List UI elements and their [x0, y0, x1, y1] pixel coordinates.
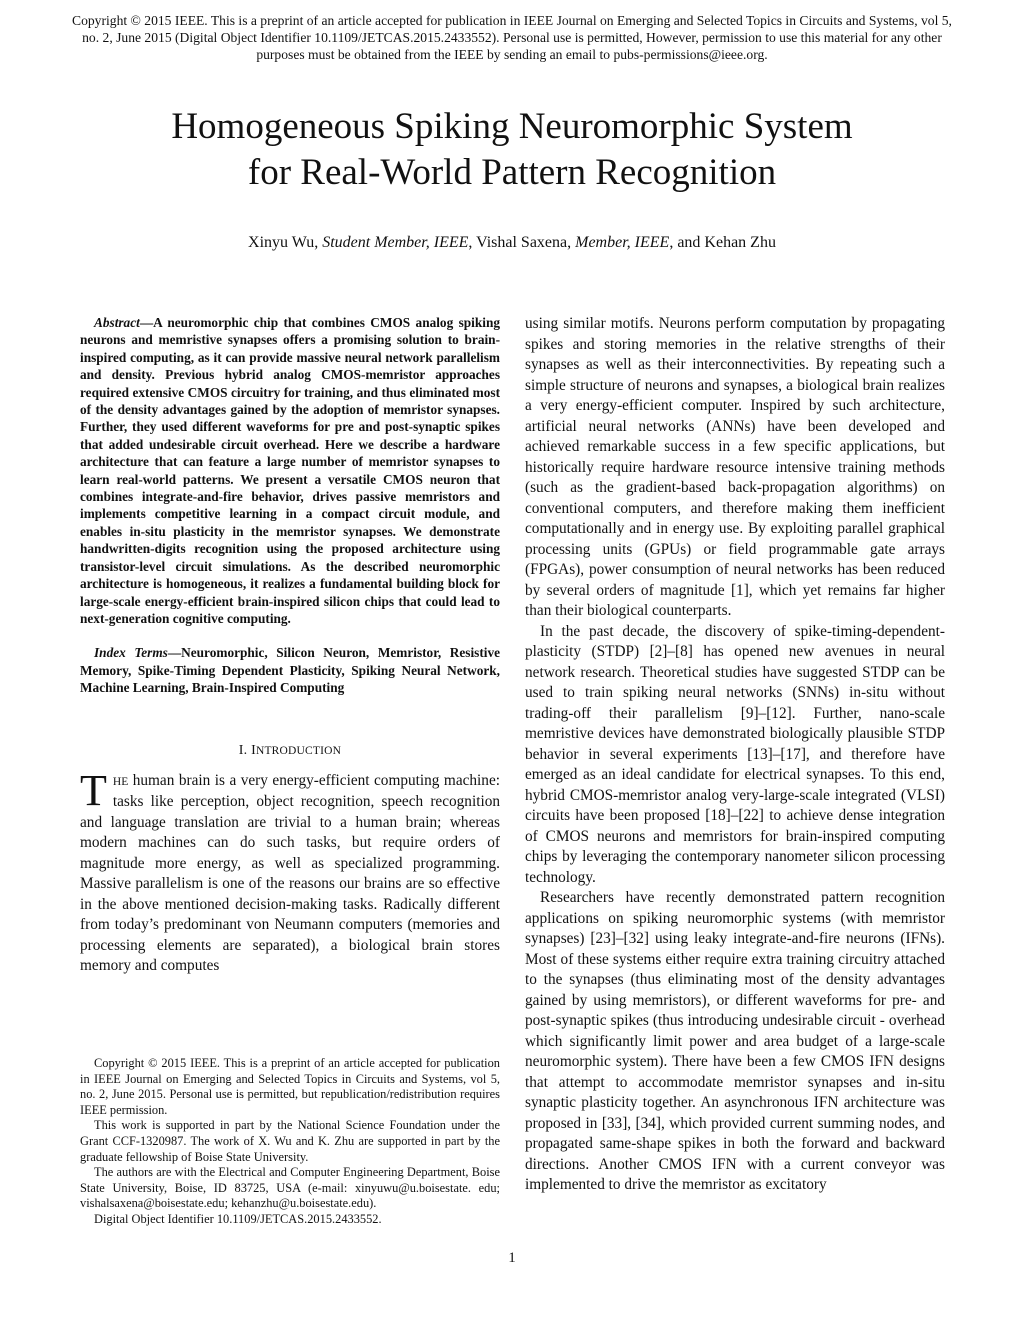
left-column — [80, 314, 500, 977]
paper-title — [60, 104, 964, 196]
footnotes — [80, 1056, 500, 1228]
abstract-label: Abstract — [94, 315, 140, 330]
dropcap-letter: T — [80, 765, 107, 815]
intro-paragraph-1-text: human brain is a very energy-efficient computing machine: tasks like perception, object recognition, speech recognition and language translation are trivial to a human brain; whereas modern machines can do such tasks, but require orders of magnitude more energy, as well as specialized programming. Massive parallelism is one of the reasons our brains are so effective in the above mentioned decision-making tasks. Radically different from today’s predominant von Neumann computers (memories and processing elements are separated), a biological brain stores memory and computes — [80, 771, 500, 975]
section-number: I. — [238, 742, 248, 758]
right-column — [525, 314, 945, 1196]
author-1: Xinyu Wu, — [248, 234, 323, 251]
intro-paragraph-4: Researchers have recently demonstrated pattern recognition applications on spiking neuromorphic systems (with memristor synapses) [23]–[32] using leaky integrate-and-fire neurons (IFNs). Most of these systems either require extra training circuitry attached to the synapses (thus eliminating most of the density advantages gained by using memristors), or different waveforms for pre- and post-synaptic spikes (thus introducing undesirable circuit - overhead which significantly limit power and area budget of a large-scale neuromorphic system). There have been a few CMOS IFN designs that attempt to accommodate memristor synapses and in-situ synaptic plasticity together. An asynchronous IFN architecture was proposed in [33], [34], which provided current summing nodes, and propagated same-shape spikes in both the forward and backward directions. Another CMOS IFN with a current conveyor was implemented to drive the memristor as excitatory — [525, 889, 945, 1193]
copyright-notice-header: Copyright © 2015 IEEE. This is a preprint of an article accepted for publication in IEEE Journal on Emerging and Selected Topics in Circuits and Systems, vol 5, no. 2, June 2015 (Digital Object Identifier 10.1109/JETCAS.2015.2433552). Personal use is permitted, However, permission to use this material for any other purposes must be obtained from the IEEE by sending an email to pubs-permissions@ieee.org. — [72, 13, 952, 62]
page-number: 1 — [508, 1250, 516, 1266]
intro-paragraph-1 — [80, 765, 500, 977]
section-heading-introduction — [80, 743, 500, 759]
author-separator-2: , and Kehan Zhu — [669, 234, 776, 251]
section-title-rest: NTRODUCTION — [255, 744, 342, 757]
author-separator-1: , Vishal Saxena, — [468, 234, 576, 251]
section-title-initial: I — [251, 742, 256, 758]
intro-paragraph-3: In the past decade, the discovery of spike-timing-dependent-plasticity (STDP) [2]–[8] has opened new avenues in neural network research. Theoretical studies have suggested STDP can be used to train spiking neural networks (SNNs) in-situ without trading-off their parallelism [9]–[12]. Further, nano-scale memristive devices have demonstrated biologically plausible STDP behavior in several experiments [13]–[17], and therefore have emerged as an ideal candidate for electrical synapses. To this end, hybrid CMOS-memristor analog very-large-scale integrated (VLSI) circuits have been proposed [18]–[22] to achieve dense integration of CMOS neurons and memristors for brain-inspired computing chips by leveraging the contemporary nanometer silicon processing technology. — [525, 622, 945, 886]
footnote-funding: This work is supported in part by the National Science Foundation under the Grant CCF-1320987. The work of X. Wu and K. Zhu are supported in part by the graduate fellowship of Boise State University. — [80, 1118, 500, 1164]
author-1-role: Student Member, IEEE — [322, 234, 469, 251]
dropcap-rest: HE — [112, 775, 129, 788]
title-line-2: for Real-World Pattern Recognition — [247, 152, 777, 193]
author-list — [60, 232, 964, 254]
title-line-1: Homogeneous Spiking Neuromorphic System — [171, 106, 853, 147]
intro-paragraph-2: using similar motifs. Neurons perform computation by propagating spikes and storing memories in the relative strengths of their synapses as well as their interconnectivities. By repeating such a simple structure of neurons and synapses, a biological brain realizes a very energy-efficient computer. Inspired by such architecture, artificial neural networks (ANNs) have been developed and achieved remarkable success in a few specific applications, but historically require hardware resource intensive training methods (such as the gradient-based back-propagation algorithms) on conventional computers, and therefore making them inefficient computationally and in energy use. By exploiting parallel graphical processing units (GPUs) or field programmable gate arrays (FPGAs), power consumption of neural networks has been reduced by several orders of magnitude [1], which yet remains far higher than their biological counterparts. — [525, 315, 945, 619]
footnote-copyright: Copyright © 2015 IEEE. This is a preprint of an article accepted for publication in IEEE Journal on Emerging and Selected Topics in Circuits and Systems, vol 5, no. 2, June 2015. Personal use is permitted, but republication/redistribution requires IEEE permission. — [80, 1056, 500, 1117]
author-2-role: Member, IEEE — [575, 234, 670, 251]
footnote-doi: Digital Object Identifier 10.1109/JETCAS.2015.2433552. — [94, 1211, 382, 1226]
abstract-text: —A neuromorphic chip that combines CMOS analog spiking neurons and memristive synapses offers a promising solution to brain-inspired computing, as it can provide massive neural network parallelism and density. Previous hybrid analog CMOS-memristor approaches required extensive CMOS circuitry for training, and thus eliminated most of the density advantages gained by the adoption of memristor synapses. Further, they used different waveforms for pre and post-synaptic spikes that added undesirable circuit overhead. Here we describe a hardware architecture that can feature a large number of memristor synapses to learn real-world patterns. We present a versatile CMOS neuron that combines integrate-and-fire behavior, drives passive memristors and implements competitive learning in a compact circuit module, and enables in-situ plasticity in the memristor synapses. We demonstrate handwritten-digits recognition using the proposed architecture using transistor-level circuit simulations. As the described neuromorphic architecture is homogeneous, it realizes a fundamental building block for large-scale energy-efficient brain-inspired silicon chips that could lead to next-generation cognitive computing. — [80, 315, 500, 626]
index-terms-text: —Neuromorphic, Silicon Neuron, Memristor, Resistive Memory, Spike-Timing Dependent Plasticity, Spiking Neural Network, Machine Learning, Brain-Inspired Computing — [80, 645, 501, 696]
index-terms-label: Index Terms — [94, 645, 168, 661]
footnote-affiliation: The authors are with the Electrical and Computer Engineering Department, Boise State University, Boise, ID 83725, USA (e-mail: xinyuwu@u.boisestate. edu; vishalsaxena@boisestate.edu; kehanzhu@u.boisestate.edu). — [80, 1165, 500, 1211]
abstract — [80, 314, 500, 627]
index-terms — [80, 644, 500, 696]
